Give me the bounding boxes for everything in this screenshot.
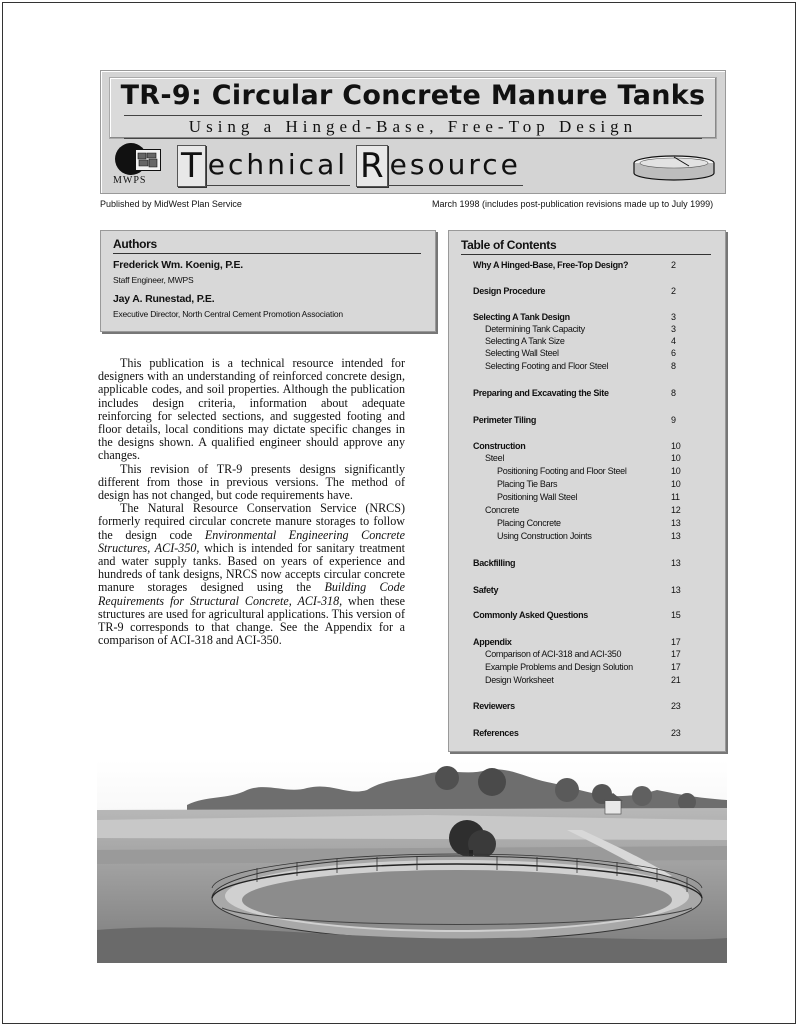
toc-page: 17 <box>671 649 681 659</box>
toc-label: Design Procedure <box>473 286 546 296</box>
wordmark-cap-r: R <box>356 145 388 187</box>
toc-page: 2 <box>671 286 676 296</box>
paragraph-text: which is intended for sanitary treatment and water supply tanks. Based on years of experience and hundreds of tank designs, NRCS now accepts circular concrete manure storages designed using the <box>98 540 405 595</box>
logo-states-icon <box>136 150 160 170</box>
toc-item[interactable] <box>449 441 725 453</box>
toc-page: 10 <box>671 453 681 463</box>
toc-label: Using Construction Joints <box>497 531 592 541</box>
toc-page: 12 <box>671 505 681 515</box>
wordmark-technical: echnical <box>206 145 350 186</box>
table-of-contents <box>448 230 726 752</box>
toc-item[interactable] <box>449 585 725 597</box>
toc-item[interactable] <box>449 348 725 360</box>
author-name: Frederick Wm. Koenig, P.E. <box>113 259 243 271</box>
toc-label: Backfilling <box>473 558 516 568</box>
citation-aci-318: Building Code Requirements for Structural Concrete, ACI-318, <box>98 580 405 608</box>
document-subtitle: Using a Hinged-Base, Free-Top Design <box>188 117 638 136</box>
toc-item[interactable] <box>449 479 725 491</box>
toc-item[interactable] <box>449 361 725 373</box>
toc-label: Selecting Footing and Floor Steel <box>485 361 609 371</box>
intro-paragraph <box>98 502 405 647</box>
toc-label: Preparing and Excavating the Site <box>473 388 609 398</box>
header-banner <box>100 70 726 194</box>
toc-label: Construction <box>473 441 526 451</box>
toc-item[interactable] <box>449 260 725 272</box>
intro-text <box>98 357 405 647</box>
toc-item[interactable] <box>449 415 725 427</box>
toc-label: Commonly Asked Questions <box>473 610 588 620</box>
toc-item[interactable] <box>449 558 725 570</box>
toc-label: Selecting A Tank Design <box>473 312 570 322</box>
toc-page: 4 <box>671 336 676 346</box>
toc-label: Appendix <box>473 637 512 647</box>
authors-heading: Authors <box>113 237 157 251</box>
toc-item[interactable] <box>449 649 725 661</box>
toc-page: 23 <box>671 728 681 738</box>
toc-label: Design Worksheet <box>485 675 554 685</box>
toc-item[interactable] <box>449 610 725 622</box>
toc-item[interactable] <box>449 324 725 336</box>
toc-page: 10 <box>671 479 681 489</box>
toc-item[interactable] <box>449 662 725 674</box>
tank-icon <box>631 153 717 183</box>
toc-page: 8 <box>671 361 676 371</box>
toc-label: Perimeter Tiling <box>473 415 537 425</box>
toc-item[interactable] <box>449 505 725 517</box>
toc-item[interactable] <box>449 675 725 687</box>
toc-page: 15 <box>671 610 681 620</box>
subtitle-rule-bottom <box>124 138 702 139</box>
toc-label: Placing Concrete <box>497 518 561 528</box>
technical-resource-wordmark <box>177 145 627 189</box>
toc-label: Safety <box>473 585 499 595</box>
manure-tank-photo <box>97 760 727 963</box>
toc-page: 3 <box>671 312 676 322</box>
toc-item[interactable] <box>449 286 725 298</box>
toc-rule <box>461 254 711 255</box>
title-panel <box>109 77 717 139</box>
toc-page: 11 <box>671 492 680 502</box>
toc-label: Determining Tank Capacity <box>485 324 585 334</box>
author-name: Jay A. Runestad, P.E. <box>113 293 215 305</box>
toc-item[interactable] <box>449 701 725 713</box>
toc-page: 17 <box>671 637 681 647</box>
toc-label: Positioning Footing and Floor Steel <box>497 466 627 476</box>
publication-date: March 1998 (includes post-publication revisions made up to July 1999) <box>432 199 714 209</box>
toc-page: 17 <box>671 662 681 672</box>
toc-label: Comparison of ACI-318 and ACI-350 <box>485 649 622 659</box>
toc-label: Steel <box>485 453 505 463</box>
authors-rule <box>113 253 421 254</box>
mwps-logo <box>113 143 169 189</box>
toc-item[interactable] <box>449 531 725 543</box>
toc-label: Selecting Wall Steel <box>485 348 559 358</box>
toc-page: 13 <box>671 518 681 528</box>
toc-page: 21 <box>671 675 681 685</box>
toc-page: 6 <box>671 348 676 358</box>
authors-box <box>100 230 436 332</box>
toc-item[interactable] <box>449 312 725 324</box>
paragraph-text: when these structures are used for agricultural applications. This version of TR-9 corresponds to that change. See the Appendix for a comparison of ACI-318 and ACI-350. <box>98 593 405 648</box>
toc-label: Positioning Wall Steel <box>497 492 578 502</box>
toc-item[interactable] <box>449 637 725 649</box>
toc-label: Reviewers <box>473 701 515 711</box>
toc-label: Concrete <box>485 505 520 515</box>
toc-label: Selecting A Tank Size <box>485 336 565 346</box>
wordmark-resource: esource <box>388 145 523 186</box>
author-role: Executive Director, North Central Cement Promotion Association <box>113 309 343 319</box>
logo-map-icon <box>135 149 161 171</box>
logo-text: MWPS <box>113 175 147 186</box>
intro-paragraph: This revision of TR-9 presents designs significantly different from those in previous versions. The method of design has not changed, but code requirements have. <box>98 461 405 503</box>
toc-page: 13 <box>671 585 681 595</box>
toc-page: 10 <box>671 466 681 476</box>
intro-paragraph: This publication is a technical resource intended for designers with an understanding of reinforced concrete design, applicable codes, and soil properties. Although the publication includes design criteria, information about adequate reinforcing for selected sections, and suggested footing and floor details, local conditions may dictate specific changes in the designs shown. A qualified engineer should approve any changes. <box>98 356 405 463</box>
document-title: TR-9: Circular Concrete Manure Tanks <box>120 80 706 111</box>
toc-page: 9 <box>671 415 676 425</box>
toc-item[interactable] <box>449 336 725 348</box>
toc-page: 10 <box>671 441 681 451</box>
toc-page: 3 <box>671 324 676 334</box>
toc-label: Why A Hinged-Base, Free-Top Design? <box>473 260 629 270</box>
toc-page: 2 <box>671 260 676 270</box>
toc-item[interactable] <box>449 388 725 400</box>
paragraph-text: The Natural Resource Conservation Service (NRCS) formerly required circular concrete manure storages to follow the design code <box>98 501 405 542</box>
toc-label: Placing Tie Bars <box>497 479 558 489</box>
toc-item[interactable] <box>449 728 725 740</box>
toc-item[interactable] <box>449 518 725 530</box>
toc-label: Example Problems and Design Solution <box>485 662 633 672</box>
citation-aci-350: Environmental Engineering Concrete Structures, ACI-350, <box>98 527 406 555</box>
toc-page: 13 <box>671 531 681 541</box>
toc-item[interactable] <box>449 466 725 478</box>
toc-page: 23 <box>671 701 681 711</box>
toc-page: 13 <box>671 558 681 568</box>
toc-heading: Table of Contents <box>461 238 557 252</box>
toc-item[interactable] <box>449 453 725 465</box>
toc-page: 8 <box>671 388 676 398</box>
publisher-line: Published by MidWest Plan Service <box>100 199 242 209</box>
author-role: Staff Engineer, MWPS <box>113 275 194 285</box>
toc-item[interactable] <box>449 492 725 504</box>
toc-label: References <box>473 728 519 738</box>
subtitle-rule-top <box>124 115 702 116</box>
wordmark-cap-t: T <box>177 145 206 187</box>
